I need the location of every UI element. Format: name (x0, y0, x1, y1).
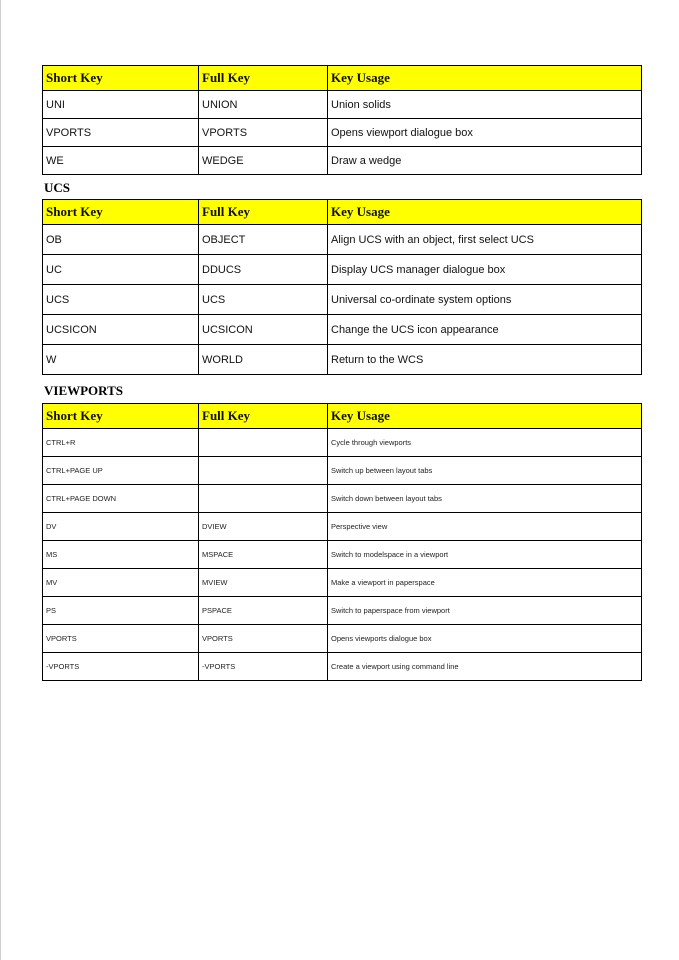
table-row (43, 625, 642, 653)
table-row (43, 91, 642, 119)
table-row (43, 541, 642, 569)
table-row (43, 255, 642, 285)
full-key-cell: VPORTS (199, 625, 328, 653)
key-usage-cell: Cycle through viewports (328, 429, 642, 457)
short-key-cell: WE (43, 147, 199, 175)
key-usage-cell: Universal co-ordinate system options (328, 285, 642, 315)
table-row (43, 225, 642, 255)
full-key-cell: WORLD (199, 345, 328, 375)
solids-shortcut-table (42, 65, 642, 175)
short-key-cell: UC (43, 255, 199, 285)
key-usage-cell: Return to the WCS (328, 345, 642, 375)
key-usage-cell: Switch down between layout tabs (328, 485, 642, 513)
section-heading-ucs: UCS (44, 180, 71, 195)
full-key-cell: UNION (199, 91, 328, 119)
key-usage-cell: Switch to paperspace from viewport (328, 597, 642, 625)
key-usage-cell: Create a viewport using command line (328, 653, 642, 681)
key-usage-cell: Align UCS with an object, first select UCS (328, 225, 642, 255)
full-key-cell: OBJECT (199, 225, 328, 255)
full-key-cell: DDUCS (199, 255, 328, 285)
viewports-shortcut-table (42, 403, 642, 681)
table-row (43, 315, 642, 345)
header-short-key: Short Key (43, 66, 199, 91)
header-full-key: Full Key (199, 404, 328, 429)
full-key-cell (199, 485, 328, 513)
page-edge (0, 0, 1, 960)
full-key-cell: MSPACE (199, 541, 328, 569)
table-row (43, 597, 642, 625)
key-usage-cell: Draw a wedge (328, 147, 642, 175)
header-full-key: Full Key (199, 66, 328, 91)
full-key-cell: -VPORTS (199, 653, 328, 681)
key-usage-cell: Opens viewports dialogue box (328, 625, 642, 653)
table-row (43, 147, 642, 175)
key-usage-cell: Perspective view (328, 513, 642, 541)
table-header-row (43, 200, 642, 225)
short-key-cell: OB (43, 225, 199, 255)
short-key-cell: CTRL+R (43, 429, 199, 457)
full-key-cell: PSPACE (199, 597, 328, 625)
header-key-usage: Key Usage (328, 200, 642, 225)
key-usage-cell: Switch up between layout tabs (328, 457, 642, 485)
short-key-cell: UCSICON (43, 315, 199, 345)
full-key-cell: UCSICON (199, 315, 328, 345)
short-key-cell: -VPORTS (43, 653, 199, 681)
short-key-cell: UNI (43, 91, 199, 119)
key-usage-cell: Switch to modelspace in a viewport (328, 541, 642, 569)
table-row (43, 457, 642, 485)
short-key-cell: CTRL+PAGE DOWN (43, 485, 199, 513)
full-key-cell (199, 457, 328, 485)
short-key-cell: CTRL+PAGE UP (43, 457, 199, 485)
header-key-usage: Key Usage (328, 66, 642, 91)
header-key-usage: Key Usage (328, 404, 642, 429)
header-full-key: Full Key (199, 200, 328, 225)
table-row (43, 513, 642, 541)
table-row (43, 569, 642, 597)
key-usage-cell: Display UCS manager dialogue box (328, 255, 642, 285)
key-usage-cell: Opens viewport dialogue box (328, 119, 642, 147)
full-key-cell: UCS (199, 285, 328, 315)
table-row (43, 285, 642, 315)
table-header-row (43, 404, 642, 429)
short-key-cell: W (43, 345, 199, 375)
table-row (43, 653, 642, 681)
table-row (43, 345, 642, 375)
header-short-key: Short Key (43, 200, 199, 225)
ucs-shortcut-table (42, 199, 642, 375)
full-key-cell: MVIEW (199, 569, 328, 597)
full-key-cell: DVIEW (199, 513, 328, 541)
table-header-row (43, 66, 642, 91)
full-key-cell: WEDGE (199, 147, 328, 175)
key-usage-cell: Change the UCS icon appearance (328, 315, 642, 345)
short-key-cell: MS (43, 541, 199, 569)
short-key-cell: VPORTS (43, 625, 199, 653)
short-key-cell: DV (43, 513, 199, 541)
table-row (43, 429, 642, 457)
short-key-cell: PS (43, 597, 199, 625)
table-row (43, 119, 642, 147)
key-usage-cell: Make a viewport in paperspace (328, 569, 642, 597)
full-key-cell: VPORTS (199, 119, 328, 147)
table-row (43, 485, 642, 513)
short-key-cell: MV (43, 569, 199, 597)
short-key-cell: UCS (43, 285, 199, 315)
short-key-cell: VPORTS (43, 119, 199, 147)
section-heading-viewports: VIEWPORTS (44, 383, 124, 398)
full-key-cell (199, 429, 328, 457)
key-usage-cell: Union solids (328, 91, 642, 119)
header-short-key: Short Key (43, 404, 199, 429)
